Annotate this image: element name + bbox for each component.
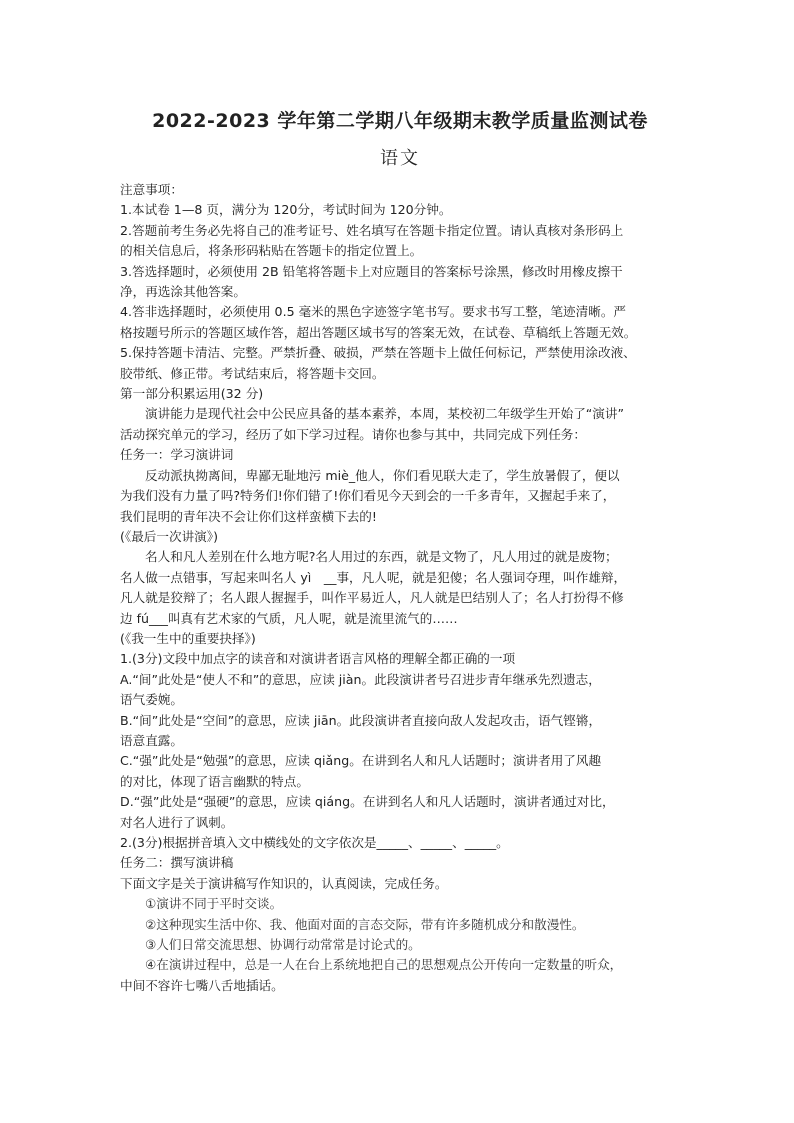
passage1-line: 反动派执拗离间，卑鄙无耻地污 miè_他人，你们看见联大走了，学生放暑假了，便以 (145, 467, 620, 483)
question-1-option-a-cont: 语气委婉。 (120, 692, 183, 708)
notes-line: 胶带纸、修正带。考试结束后，将答题卡交回。 (120, 365, 385, 381)
passage1-line: 我们昆明的青年决不会让你们这样蛮横下去的! (120, 508, 377, 524)
passage1-line: 为我们没有力量了吗?特务们!你们错了!你们看见今天到会的一千多青年，又握起手来了， (120, 488, 616, 504)
intro-line: 活动探究单元的学习，经历了如下学习过程。请你也参与其中，共同完成下列任务： (120, 426, 586, 442)
notes-line: 的相关信息后，将条形码粘贴在答题卡的指定位置上。 (120, 243, 423, 259)
passage2-line: 名人做一点错事，写起来叫名人 yì __事，凡人呢，就是犯傻；名人强词夺理，叫作雄辩， (120, 569, 627, 585)
task1-heading: 任务一：学习演讲词 (120, 447, 234, 463)
passage1-source: (《最后一次讲演》) (120, 528, 218, 544)
task2-item: ④在演讲过程中，总是一人在台上系统地把自己的思想观点公开传向一定数量的听众， (145, 957, 623, 973)
intro-line: 演讲能力是现代社会中公民应具备的基本素养，本周，某校初二年级学生开始了“演讲” (145, 406, 625, 422)
notes-line: 1.本试卷 1—8 页，满分为 120分，考试时间为 120分钟。 (120, 202, 452, 218)
question-1-option-c-cont: 的对比，体现了语言幽默的特点。 (120, 773, 309, 789)
notes-heading: 注意事项： (120, 182, 183, 197)
question-1-option-c: C.“强”此处是“勉强”的意思，应读 qiǎng。在讲到名人和凡人话题时；演讲者用了风趣 (120, 753, 602, 769)
question-2: 2.(3分)根据拼音填入文中横线处的文字依次是_____、_____、_____。 (120, 835, 509, 850)
notes-line: 格按题号所示的答题区域作答，超出答题区域书写的答案无效，在试卷、草稿纸上答题无效。 (120, 324, 637, 340)
passage2-line: 名人和凡人差别在什么地方呢?名人用过的东西，就是文物了，凡人用过的就是废物； (145, 549, 618, 565)
notes-section (120, 180, 680, 384)
question-1: 1.(3分)文段中加点字的读音和对演讲者语言风格的理解全都正确的一项 (120, 651, 516, 667)
subject-title: 语文 (380, 148, 420, 169)
exam-page (120, 108, 680, 996)
notes-line: 3.答选择题时，必须使用 2B 铅笔将答题卡上对应题目的答案标号涂黑，修改时用橡皮擦干 (120, 263, 623, 279)
task2-item: ①演讲不同于平时交谈。 (145, 896, 283, 912)
question-1-option-b-cont: 语意直露。 (120, 732, 183, 748)
notes-line: 5.保持答题卡清洁、完整。严禁折叠、破损，严禁在答题卡上做任何标记，严禁使用涂改液、 (120, 345, 636, 361)
notes-line: 净，再选涂其他答案。 (120, 284, 246, 300)
question-1-option-a: A.“间”此处是“使人不和”的意思，应读 jiàn。此段演讲者号召进步青年继承先烈遗志， (120, 671, 601, 687)
notes-line: 4.答非选择题时，必须使用 0.5 毫米的黑色字迹签字笔书写。要求书写工整，笔迹清晰。严 (120, 304, 627, 320)
task2-item: ③人们日常交流思想、协调行动常常是讨论式的。 (145, 937, 421, 953)
question-1-option-b: B.“间”此处是“空间”的意思，应读 jiān。此段演讲者直接向敌人发起攻击，语气铿锵， (120, 712, 602, 728)
passage2-line: 凡人就是狡辩了；名人跟人握握手，叫作平易近人，凡人就是巴结别人了；名人打扮得不修 (120, 590, 624, 606)
task2-heading: 任务二：撰写演讲稿 (120, 855, 234, 871)
question-1-option-d: D.“强”此处是“强硬”的意思，应读 qiáng。在讲到名人和凡人话题时，演讲者通过对比， (120, 794, 615, 810)
task2-intro: 下面文字是关于演讲稿写作知识的，认真阅读，完成任务。 (120, 875, 448, 891)
part1-heading: 第一部分积累运用(32 分) (120, 386, 264, 402)
part1-section (120, 384, 680, 996)
passage2-line: 边 fú___叫真有艺术家的气质，凡人呢，就是流里流气的…… (120, 610, 458, 626)
question-1-option-d-cont: 对名人进行了讽刺。 (120, 814, 234, 830)
notes-line: 2.答题前考生务必先将自己的准考证号、姓名填写在答题卡指定位置。请认真核对条形码上 (120, 222, 624, 238)
passage2-source: (《我一生中的重要抉择》) (120, 630, 256, 646)
task2-item: ②这种现实生活中你、我、他面对面的言态交际，带有许多随机成分和散漫性。 (145, 916, 585, 932)
task2-tail: 中间不容许七嘴八舌地插话。 (120, 977, 284, 993)
exam-title: 2022-2023 学年第二学期八年级期末教学质量监测试卷 (152, 110, 648, 132)
